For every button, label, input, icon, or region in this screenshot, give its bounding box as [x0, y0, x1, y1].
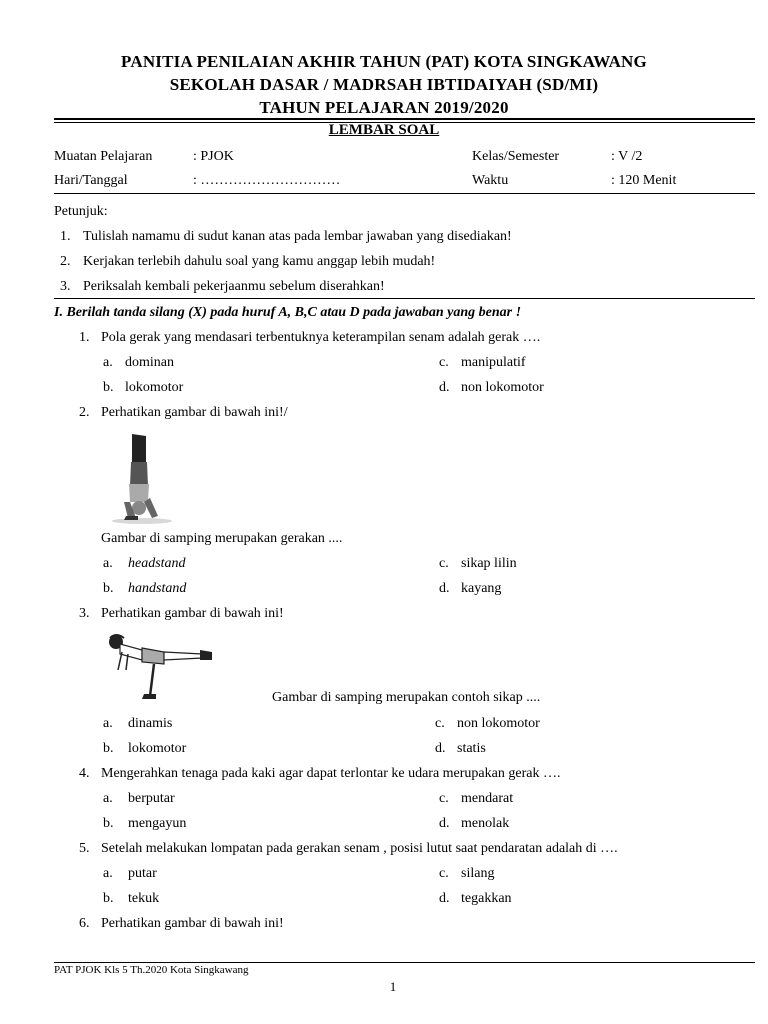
header-divider-thick [54, 118, 755, 120]
option-text: lokomotor [128, 741, 187, 756]
option-letter: a. [103, 355, 113, 370]
question-text: Perhatikan gambar di bawah ini! [101, 916, 284, 931]
header-line-3: TAHUN PELAJARAN 2019/2020 [259, 98, 509, 117]
sheet-title: LEMBAR SOAL [328, 122, 440, 138]
option-text: berputar [128, 791, 175, 806]
day-value: : ………………………… [193, 173, 341, 188]
option-text: sikap lilin [461, 556, 517, 571]
instruction-number: 1. [60, 229, 71, 244]
instructions-title: Petunjuk: [54, 204, 108, 219]
option-text: non lokomotor [457, 716, 540, 731]
option-letter: b. [103, 741, 114, 756]
option-text: tegakkan [461, 891, 512, 906]
option-letter: d. [439, 581, 450, 596]
option-letter: b. [103, 891, 114, 906]
option-letter: d. [439, 891, 450, 906]
question-text: Pola gerak yang mendasari terbentuknya keterampilan senam adalah gerak …. [101, 330, 541, 345]
option-text: handstand [128, 581, 187, 596]
option-letter: c. [439, 556, 449, 571]
balance-pose-figure-image [102, 630, 216, 702]
option-text: dinamis [128, 716, 173, 731]
class-label: Kelas/Semester [472, 149, 560, 164]
option-letter: d. [435, 741, 446, 756]
question-text: Mengerahkan tenaga pada kaki agar dapat terlontar ke udara merupakan gerak …. [101, 766, 561, 781]
question-text: Perhatikan gambar di bawah ini!/ [101, 405, 288, 420]
option-letter: a. [103, 791, 113, 806]
option-letter: a. [103, 556, 113, 571]
question-number: 1. [79, 330, 90, 345]
instruction-number: 3. [60, 279, 71, 294]
footer-divider [54, 962, 755, 963]
option-text: statis [457, 741, 486, 756]
option-letter: d. [439, 816, 450, 831]
option-text: tekuk [128, 891, 160, 906]
question-number: 4. [79, 766, 90, 781]
question-number: 5. [79, 841, 90, 856]
header-line-1: PANITIA PENILAIAN AKHIR TAHUN (PAT) KOTA SINGKAWANG [121, 52, 647, 71]
instruction-text: Tulislah namamu di sudut kanan atas pada lembar jawaban yang disediakan! [83, 229, 512, 244]
option-letter: c. [435, 716, 445, 731]
question-text: Perhatikan gambar di bawah ini! [101, 606, 284, 621]
subject-label: Muatan Pelajaran [54, 149, 153, 164]
question-caption: Gambar di samping merupakan gerakan .... [101, 531, 343, 546]
section-title: I. Berilah tanda silang (X) pada huruf A, B,C atau D pada jawaban yang benar ! [54, 305, 522, 320]
option-letter: c. [439, 355, 449, 370]
instructions-divider [54, 298, 755, 299]
option-letter: d. [439, 380, 450, 395]
question-text: Setelah melakukan lompatan pada gerakan senam , posisi lutut saat pendaratan adalah di …. [101, 841, 618, 856]
question-number: 2. [79, 405, 90, 420]
option-letter: a. [103, 716, 113, 731]
instruction-number: 2. [60, 254, 71, 269]
day-label: Hari/Tanggal [54, 173, 128, 188]
option-letter: a. [103, 866, 113, 881]
option-letter: b. [103, 380, 114, 395]
time-value: : 120 Menit [611, 173, 677, 188]
instruction-text: Kerjakan terlebih dahulu soal yang kamu anggap lebih mudah! [83, 254, 436, 269]
option-text: putar [128, 866, 157, 881]
option-text: manipulatif [461, 355, 526, 370]
option-text: silang [461, 866, 495, 881]
option-text: mendarat [461, 791, 514, 806]
option-text: non lokomotor [461, 380, 544, 395]
option-text: headstand [128, 556, 186, 571]
option-letter: c. [439, 866, 449, 881]
option-text: lokomotor [125, 380, 184, 395]
headstand-figure-image [102, 432, 182, 524]
subject-value: : PJOK [193, 149, 234, 164]
question-caption: Gambar di samping merupakan contoh sikap .... [272, 690, 541, 705]
question-number: 3. [79, 606, 90, 621]
header-line-2: SEKOLAH DASAR / MADRSAH IBTIDAIYAH (SD/MI) [169, 75, 599, 94]
time-label: Waktu [472, 173, 509, 188]
option-letter: b. [103, 581, 114, 596]
option-letter: b. [103, 816, 114, 831]
question-number: 6. [79, 916, 90, 931]
instruction-text: Periksalah kembali pekerjaanmu sebelum diserahkan! [83, 279, 385, 294]
option-text: mengayun [128, 816, 187, 831]
page-number: 1 [389, 979, 397, 994]
option-letter: c. [439, 791, 449, 806]
option-text: dominan [125, 355, 174, 370]
info-divider [54, 193, 755, 194]
option-text: menolak [461, 816, 510, 831]
option-text: kayang [461, 581, 502, 596]
footer-text: PAT PJOK Kls 5 Th.2020 Kota Singkawang [54, 964, 249, 976]
class-value: : V /2 [611, 149, 643, 164]
